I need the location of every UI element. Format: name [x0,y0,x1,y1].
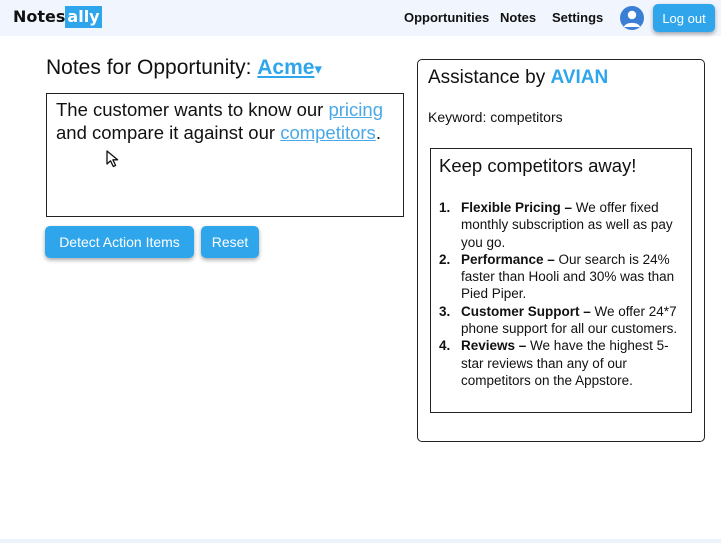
list-item-number: 3. [439,303,451,319]
list-item [439,251,679,303]
suggestion-list [439,199,679,389]
logout-button[interactable]: Log out [653,4,715,32]
chevron-down-icon[interactable]: ▾ [314,61,322,78]
assistant-name: AVIAN [550,67,609,88]
keyword-label: Keyword: competitors [428,109,563,125]
list-item-text: We offer fixed monthly subscription as well as pay you go. [461,200,673,250]
page-bottom-edge [0,539,721,543]
keyword-pricing-link[interactable]: pricing [328,99,383,120]
suggestion-card [430,148,692,413]
mouse-pointer-icon [106,150,122,168]
list-item-lead: Customer Support – [461,303,591,319]
list-item-number: 1. [439,200,451,215]
page-title-prefix: Notes for Opportunity: [46,56,258,79]
note-text: and compare it against our [56,122,281,143]
list-item-text: We have the highest 5-star reviews than any of our competitors on the Appstore. [461,338,669,388]
page-title [46,55,322,83]
note-text: The customer wants to know our [56,99,329,120]
nav-notes-link[interactable]: Notes [500,10,537,25]
assistance-title-prefix: Assistance by [428,67,551,88]
assistance-title [428,66,608,90]
nav-opportunities-link[interactable]: Opportunities [404,10,490,25]
navbar [0,0,721,36]
assistance-panel [417,59,705,442]
suggestion-card-title: Keep competitors away! [439,155,637,176]
detect-action-items-button[interactable]: Detect Action Items [45,226,194,258]
keyword-competitors-link[interactable]: competitors [280,122,376,143]
app-logo[interactable] [13,6,102,28]
list-item [439,337,679,389]
list-item-number: 4. [439,338,451,354]
note-text: . [375,122,381,143]
user-avatar-icon[interactable] [620,6,644,30]
list-item-text: We offer 24*7 phone support for all our customers. [461,303,678,337]
list-item [439,199,679,251]
list-item-number: 2. [439,251,451,267]
notes-textarea[interactable] [46,93,404,217]
logo-text-notes: Notes [13,7,66,26]
nav-settings-link[interactable]: Settings [552,10,604,25]
logo-text-ally: ally [67,7,100,26]
list-item-lead: Reviews – [461,338,527,354]
list-item [439,303,679,338]
list-item-lead: Performance – [461,251,555,267]
list-item-text: Our search is 24% faster than Hooli and 30% was than Pied Piper. [461,251,675,302]
opportunity-selector[interactable]: Acme [257,56,315,79]
list-item-lead: Flexible Pricing – [461,200,573,215]
reset-button[interactable]: Reset [201,226,259,258]
